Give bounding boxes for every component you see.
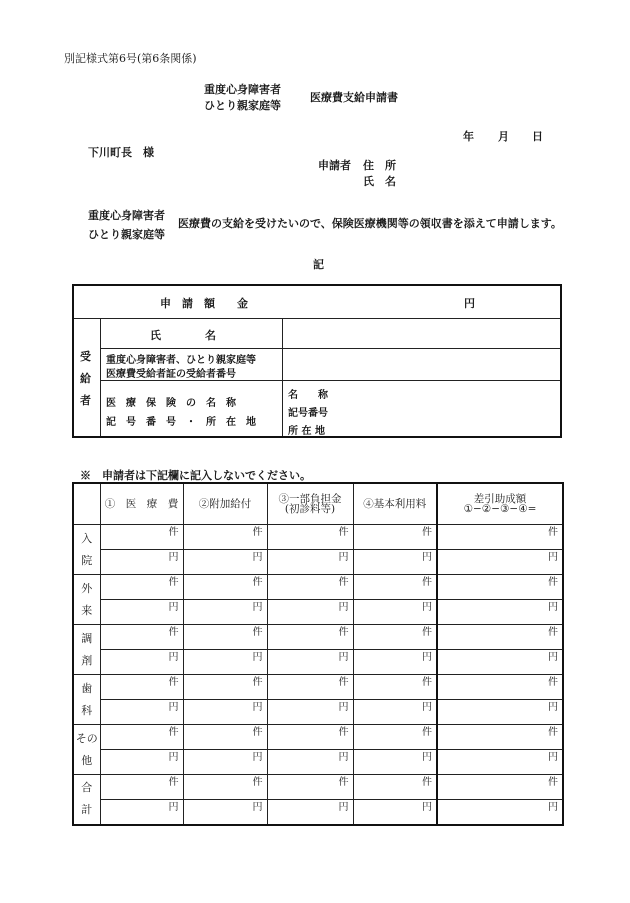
table-row (73, 625, 563, 650)
amount-cell[interactable]: 円 (353, 650, 437, 675)
applicant-address-label: 住 所 (363, 159, 396, 172)
header-basic-usage-fee: ④基本利用料 (353, 483, 437, 525)
count-cell[interactable]: 件 (437, 725, 563, 750)
table-row (73, 525, 563, 550)
amount-cell[interactable]: 円 (353, 600, 437, 625)
amount-cell[interactable]: 円 (100, 550, 183, 575)
count-cell[interactable]: 件 (183, 625, 267, 650)
amount-cell[interactable]: 円 (183, 600, 267, 625)
statement-left2: ひとり親家庭等 (88, 228, 165, 241)
amount-cell[interactable]: 円 (437, 550, 563, 575)
category-char: 他 (81, 753, 93, 767)
statement-left1: 重度心身障害者 (88, 209, 165, 222)
count-cell[interactable]: 件 (437, 775, 563, 800)
amount-cell[interactable]: 円 (267, 550, 353, 575)
count-cell[interactable]: 件 (183, 775, 267, 800)
count-cell[interactable]: 件 (353, 775, 437, 800)
amount-cell[interactable]: 円 (353, 750, 437, 775)
count-cell[interactable]: 件 (267, 775, 353, 800)
title-line1: 重度心身障害者 (204, 83, 281, 96)
count-cell[interactable]: 件 (100, 625, 183, 650)
count-cell[interactable]: 件 (183, 725, 267, 750)
amount-cell[interactable]: 円 (437, 600, 563, 625)
count-cell[interactable]: 件 (267, 625, 353, 650)
category-label (73, 675, 100, 725)
category-label (73, 575, 100, 625)
addressee: 下川町長 様 (88, 146, 154, 159)
insurance-line1: 医 療 保 険 の 名 称 (106, 398, 236, 409)
header-medical-cost: ① 医 療 費 (100, 483, 183, 525)
category-label (73, 525, 100, 575)
amount-cell[interactable]: 円 (437, 750, 563, 775)
insurance-location-label: 所 在 地 (288, 426, 325, 437)
count-cell[interactable]: 件 (267, 575, 353, 600)
count-cell[interactable]: 件 (353, 525, 437, 550)
table-row (73, 650, 563, 675)
count-cell[interactable]: 件 (183, 675, 267, 700)
date-day: 日 (532, 130, 543, 143)
count-cell[interactable]: 件 (437, 575, 563, 600)
subsidy-calculation-table (72, 482, 564, 826)
document-title: 医療費支給申請書 (310, 91, 398, 104)
header-row (73, 483, 563, 525)
amount-cell[interactable]: 円 (437, 800, 563, 825)
recipient-char-2: 給 (80, 372, 91, 385)
count-cell[interactable]: 件 (100, 575, 183, 600)
category-char: 来 (81, 603, 93, 617)
title-line2: ひとり親家庭等 (204, 99, 281, 112)
category-char: 科 (81, 703, 93, 717)
form-reference: 別記様式第6号(第6条関係) (64, 52, 197, 65)
applicant-label: 申請者 (318, 159, 351, 172)
count-cell[interactable]: 件 (437, 525, 563, 550)
count-cell[interactable]: 件 (100, 675, 183, 700)
header-corner (73, 483, 100, 525)
category-char: 計 (81, 803, 93, 817)
amount-cell[interactable]: 円 (100, 750, 183, 775)
table-row (73, 800, 563, 825)
count-cell[interactable]: 件 (100, 725, 183, 750)
table-row (73, 700, 563, 725)
header-additional-benefit: ②附加給付 (183, 483, 267, 525)
table-row (73, 575, 563, 600)
amount-cell[interactable]: 円 (183, 700, 267, 725)
table-row (73, 550, 563, 575)
amount-cell[interactable]: 円 (353, 700, 437, 725)
amount-cell[interactable]: 円 (267, 600, 353, 625)
table-row (73, 775, 563, 800)
insurance-name-label: 名 称 (288, 390, 328, 401)
category-char: 院 (81, 553, 93, 567)
table-row (73, 750, 563, 775)
amount-cell[interactable]: 円 (100, 600, 183, 625)
category-char: 調 (81, 631, 93, 645)
amount-cell[interactable]: 円 (267, 750, 353, 775)
category-char: 歯 (81, 681, 93, 695)
insurance-line2: 記 号 番 号 ・ 所 在 地 (106, 417, 256, 428)
application-table (72, 284, 562, 438)
amount-cell[interactable]: 円 (437, 700, 563, 725)
amount-cell[interactable]: 円 (267, 700, 353, 725)
count-cell[interactable]: 件 (267, 725, 353, 750)
amount-cell[interactable]: 円 (183, 650, 267, 675)
date-month: 月 (498, 130, 509, 143)
count-cell[interactable]: 件 (100, 525, 183, 550)
category-char: 入 (81, 531, 93, 545)
count-cell[interactable]: 件 (353, 725, 437, 750)
ki-label: 記 (313, 258, 324, 271)
header-net-subsidy: 差引助成額 ①−②−③−④= (437, 483, 563, 525)
category-char: 外 (81, 581, 93, 595)
amount-cell[interactable]: 円 (100, 700, 183, 725)
certificate-line1: 重度心身障害者、ひとり親家庭等 (106, 355, 256, 366)
amount-cell[interactable]: 円 (353, 550, 437, 575)
count-cell[interactable]: 件 (437, 675, 563, 700)
category-char: 合 (81, 781, 93, 795)
recipient-char-3: 者 (80, 394, 91, 407)
count-cell[interactable]: 件 (267, 525, 353, 550)
amount-cell[interactable]: 円 (267, 650, 353, 675)
amount-cell[interactable]: 円 (100, 650, 183, 675)
amount-yen: 円 (464, 297, 475, 310)
amount-cell[interactable]: 円 (353, 800, 437, 825)
count-cell[interactable]: 件 (353, 675, 437, 700)
category-label (73, 725, 100, 775)
amount-cell[interactable]: 円 (183, 550, 267, 575)
count-cell[interactable]: 件 (183, 525, 267, 550)
category-char: その (75, 731, 98, 745)
applicant-name-label: 氏 名 (363, 175, 396, 188)
count-cell[interactable]: 件 (183, 575, 267, 600)
category-label (73, 775, 100, 825)
statement-text: 医療費の支給を受けたいので、保険医療機関等の領収書を添えて申請します。 (178, 217, 562, 230)
category-label (73, 625, 100, 675)
certificate-line2: 医療費受給者証の受給者番号 (106, 369, 236, 380)
recipient-char-1: 受 (80, 350, 91, 363)
table-row (73, 725, 563, 750)
recipient-name-label: 氏 名 (150, 329, 216, 342)
count-cell[interactable]: 件 (100, 775, 183, 800)
count-cell[interactable]: 件 (353, 625, 437, 650)
office-use-note: ※ 申請者は下記欄に記入しないでください。 (80, 469, 311, 482)
amount-cell[interactable]: 円 (437, 650, 563, 675)
count-cell[interactable]: 件 (267, 675, 353, 700)
table-row (73, 675, 563, 700)
count-cell[interactable]: 件 (353, 575, 437, 600)
amount-cell[interactable]: 円 (267, 800, 353, 825)
count-cell[interactable]: 件 (437, 625, 563, 650)
header-copayment: ③一部負担金 (初診料等) (267, 483, 353, 525)
amount-label: 申 請 額 金 (160, 297, 248, 310)
amount-cell[interactable]: 円 (100, 800, 183, 825)
amount-cell[interactable]: 円 (183, 750, 267, 775)
insurance-number-label: 記号番号 (288, 408, 328, 419)
table-row (73, 600, 563, 625)
amount-cell[interactable]: 円 (183, 800, 267, 825)
category-char: 剤 (81, 653, 93, 667)
date-year: 年 (463, 130, 474, 143)
